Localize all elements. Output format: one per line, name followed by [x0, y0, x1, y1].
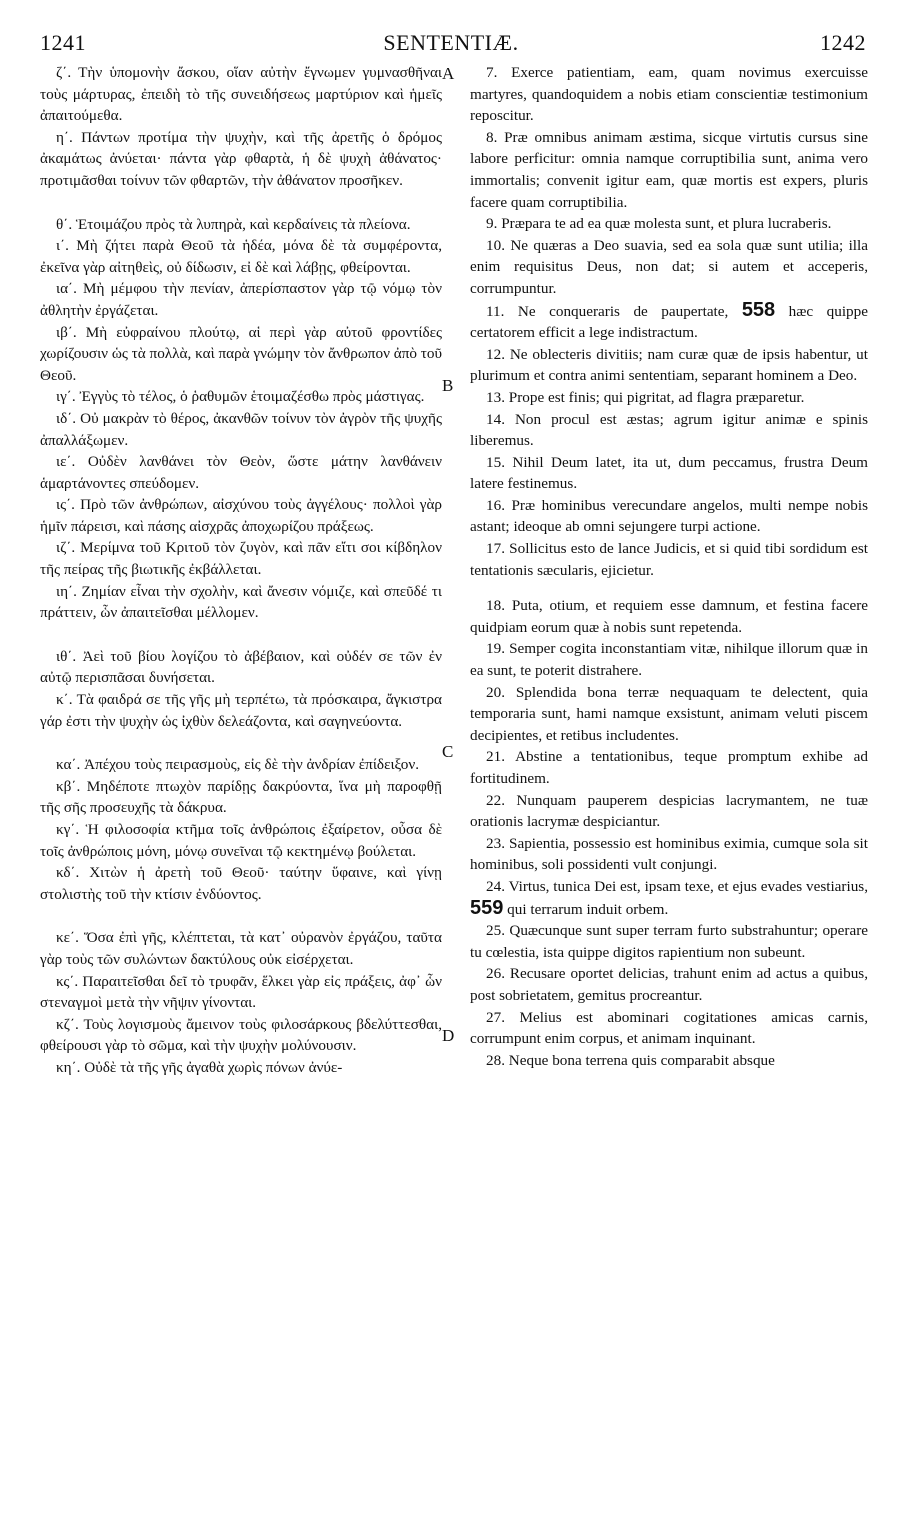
page-number-left: 1241	[40, 30, 86, 55]
greek-sentence-27: κζ΄. Τοὺς λογισμοὺς ἄμεινον τοὺς φιλοσάρκους βδελύττεσθαι, φθείρουσι γὰρ τὸ σῶμα, καὶ τὴν ψυχὴν μολύνουσιν.	[40, 1015, 442, 1055]
latin-sentence-21: 21. Abstine a tentationibus, teque promptum exhibe ad fortitudinem.	[470, 748, 868, 787]
latin-sentence-13: 13. Prope est finis; qui pigritat, ad flagra præparetur.	[486, 388, 805, 406]
latin-sentence-14: 14. Non procul est æstas; agrum igitur animæ e spinis liberemus.	[470, 410, 868, 450]
latin-sentence-24	[470, 876, 868, 920]
greek-sentence-24: κδ΄. Χιτὼν ἡ ἀρετὴ τοῦ Θεοῦ· ταύτην ὕφαινε, καὶ γίνῃ στολιστὴς τοῦ τὴν κτίσιν ἐνδύοντος.	[40, 864, 442, 903]
greek-sentence-17: ιζ΄. Μερίμνα τοῦ Κριτοῦ τὸν ζυγὸν, καὶ πᾶν εἴτι σοι κίβδηλον τῆς πείρας τῆς βιωτικῆς ἐκβάλλεται.	[40, 539, 442, 579]
greek-column	[40, 62, 442, 1079]
column-number-559: 559	[470, 896, 504, 919]
latin-sentence-19: 19. Semper cogita inconstantiam vitæ, nihilque illorum quæ in ea sunt, te poterit distrahere.	[470, 640, 868, 680]
latin-sentence-24-start: 24. Virtus, tunica Dei est, ipsam texe, et ejus evades vestiarius,	[486, 877, 868, 895]
greek-sentence-15: ιε΄. Οὐδὲν λανθάνει τὸν Θεὸν, ὥστε μάτην λανθάνειν ἁμαρτάνοντες σπεύδομεν.	[40, 453, 442, 492]
margin-marker-d: D	[442, 1026, 455, 1045]
greek-sentence-23: κγ΄. Ἡ φιλοσοφία κτῆμα τοῖς ἀνθρώποις ἐξαίρετον, οὖσα δὲ τοῖς ἀνθρώποις μόνη, μόνῳ συνεῖναι τῷ κεκτημένῳ βούλεται.	[40, 821, 442, 860]
latin-sentence-22: 22. Nunquam pauperem despicias lacrymantem, ne tuæ orationis lacrymæ despiciantur.	[470, 791, 868, 831]
margin-marker-b: B	[442, 376, 454, 395]
latin-sentence-11	[470, 300, 868, 344]
latin-sentence-26: 26. Recusare oportet delicias, trahunt enim ad actus a quibus, post sobrietatem, gemitus procreantur.	[470, 965, 868, 1004]
greek-sentence-28: κη΄. Οὐδὲ τὰ τῆς γῆς ἀγαθὰ χωρὶς πόνων ἀνύε-	[56, 1058, 343, 1076]
latin-sentence-10: 10. Ne quæras a Deo suavia, sed ea sola quæ sunt utilia; illa enim requisitus Deus, non dat; si autem et acceperis, corrumpuntur.	[470, 236, 868, 297]
greek-sentence-25: κε΄. Ὅσα ἐπὶ γῆς, κλέπτεται, τὰ κατ᾽ οὐρανὸν ἐργάζου, ταῦτα γὰρ τοὺς τῶν συλώντων δακτύλους οὐκ εἰσέρχεται.	[40, 929, 442, 968]
greek-sentence-12: ιβ΄. Μὴ εὐφραίνου πλούτῳ, αἱ περὶ γὰρ αὐτοῦ φροντίδες χωρίζουσιν ὡς τὰ πολλὰ, καὶ παρὰ γνώμην τὸν ἄνθρωπον ἀπὸ τοῦ Θεοῦ.	[40, 323, 442, 384]
latin-column	[470, 62, 868, 1071]
latin-sentence-23: 23. Sapientia, possessio est hominibus eximia, cumque sola sit hominibus, soli possidenti vult conjungi.	[470, 834, 868, 874]
page-number-right: 1242	[820, 30, 866, 55]
greek-sentence-8: η΄. Πάντων προτίμα τὴν ψυχὴν, καὶ τῆς ἀρετῆς ὁ δρόμος ἀκαμάτως ἀνύεται· πάντα γὰρ φθαρτὰ, ἡ δὲ ψυχὴ ἀθάνατος· προτιμᾶσθαι τοίνυν τῶν φθαρτῶν, τὴν ἀθάνατον προσῆκεν.	[40, 128, 442, 189]
greek-sentence-26: κς΄. Παραιτεῖσθαι δεῖ τὸ τρυφᾶν, ἕλκει γὰρ εἰς πράξεις, ἀφ᾽ ὧν στεναγμοὶ μετὰ τὴν νῆψιν γίνονται.	[40, 972, 442, 1012]
latin-sentence-17: 17. Sollicitus esto de lance Judicis, et si quid tibi sordidum est tentationis sæcularis, ejicietur.	[470, 540, 868, 579]
latin-sentence-27: 27. Melius est abominari cogitationes amicas carnis, corrumpunt enim corpus, et animam inquinant.	[470, 1008, 868, 1048]
latin-sentence-15: 15. Nihil Deum latet, ita ut, dum peccamus, frustra Deum latere festinemus.	[470, 453, 868, 493]
latin-sentence-11-start: 11. Ne conqueraris de paupertate,	[486, 302, 742, 320]
greek-sentence-11: ια΄. Μὴ μέμφου τὴν πενίαν, ἀπερίσπαστον γὰρ τῷ νόμῳ τὸν ἀθλητὴν ἐργάζεται.	[40, 280, 442, 319]
greek-sentence-19: ιθ΄. Ἀεὶ τοῦ βίου λογίζου τὸ ἀβέβαιον, καὶ οὐδέν σε τῶν ἐν αὐτῷ περισπᾶσαι δυνήσεται.	[40, 647, 442, 687]
greek-sentence-21: κα΄. Ἀπέχου τοὺς πειρασμοὺς, εἰς δὲ τὴν ἀνδρίαν ἐπίδειξον.	[56, 756, 420, 774]
margin-marker-a: A	[442, 64, 455, 83]
greek-sentence-9: θ΄. Ἑτοιμάζου πρὸς τὰ λυπηρὰ, καὶ κερδαίνεις τὰ πλείονα.	[56, 215, 411, 233]
latin-sentence-20: 20. Splendida bona terræ nequaquam te delectent, quia temporaria sunt, hami namque exsistunt, animam veluti piscem decipientes, et retibus includentes.	[470, 683, 868, 744]
greek-sentence-7: ζ΄. Τὴν ὑπομονὴν ἄσκου, οἵαν αὐτὴν ἔγνωμεν γυμνασθῆναι τοὺς μάρτυρας, ἐπειδὴ τὸ τῆς συνειδήσεως μαρτύριον καὶ ἡμεῖς ἀπαιτούμεθα.	[40, 64, 442, 125]
latin-sentence-8: 8. Præ omnibus animam æstima, sicque virtutis cursus sine labore perficitur: omnia namque corruptibilia sunt, anima vero immortalis; convenit igitur eam, quæ mortis est expers, pluris facere quam corruptibilia.	[470, 128, 868, 211]
greek-sentence-16: ις΄. Πρὸ τῶν ἀνθρώπων, αἰσχύνου τοὺς ἀγγέλους· πολλοὶ γὰρ ἡμῖν πάρεισι, καὶ πάσης αἰσχρᾶς ἀποχωρίζου πράξεως.	[40, 496, 442, 535]
greek-sentence-14: ιδ΄. Οὐ μακρὰν τὸ θέρος, ἀκανθῶν τοίνυν τὸν ἀγρὸν τῆς ψυχῆς ἀπαλλάξωμεν.	[40, 409, 442, 449]
latin-sentence-25: 25. Quæcunque sunt super terram furto substrahuntur; operare tu cœlestia, ista quippe digitos rapientium non subeunt.	[470, 922, 868, 961]
latin-sentence-12: 12. Ne oblecteris divitiis; nam curæ quæ de ipsis habentur, ut plurimum et contra animi sententiam, separant hominem a Deo.	[470, 345, 868, 385]
column-number-558: 558	[741, 298, 776, 321]
latin-sentence-16: 16. Præ hominibus verecundare angelos, multi nempe nobis astant; ideoque ab omni sejungere turpi actione.	[470, 496, 868, 536]
greek-sentence-18: ιη΄. Ζημίαν εἶναι τὴν σχολὴν, καὶ ἄνεσιν νόμιζε, καὶ σπεῦδέ τι πράττειν, ὧν ἀπαιτεῖσθαι μέλλομεν.	[40, 582, 442, 622]
greek-sentence-22: κβ΄. Μηδέποτε πτωχὸν παρίδῃς δακρύοντα, ἵνα μὴ παροφθῇ τῆς σῆς προσευχῆς τὰ δάκρυα.	[40, 777, 442, 817]
latin-sentence-18: 18. Puta, otium, et requiem esse damnum, et festina facere quidpiam eorum quæ à nobis sunt repetenda.	[470, 597, 868, 636]
latin-sentence-9: 9. Præpara te ad ea quæ molesta sunt, et plura lucraberis.	[486, 215, 832, 233]
margin-marker-c: C	[442, 742, 454, 761]
latin-sentence-7: 7. Exerce patientiam, eam, quam novimus exercuisse martyres, quandoquidem a nobis etiam conscientiæ testimonium reposcitur.	[470, 64, 868, 125]
latin-sentence-24-end: qui terrarum induit orbem.	[503, 900, 669, 918]
page-header	[30, 30, 872, 64]
latin-sentence-11-end: hæc quippe certatorem efficit a lege indistractum.	[470, 302, 868, 342]
running-title: SENTENTIÆ.	[383, 30, 519, 55]
greek-sentence-10: ι΄. Μὴ ζήτει παρὰ Θεοῦ τὰ ἡδέα, μόνα δὲ τὰ συμφέροντα, ἐκεῖνα γὰρ αἰτηθεὶς, οὐ δίδωσιν, εἰ δὲ καὶ λάβῃς, φθείρονται.	[40, 237, 442, 276]
greek-sentence-13: ιγ΄. Ἐγγὺς τὸ τέλος, ὁ ῥαθυμῶν ἑτοιμαζέσθω πρὸς μάστιγας.	[56, 388, 425, 406]
greek-sentence-20: κ΄. Τὰ φαιδρά σε τῆς γῆς μὴ τερπέτω, τὰ πρόσκαιρα, ἄγκιστρα γάρ ἐστι τὴν ψυχὴν ὡς ἰχθὺν δελεάζοντα, καὶ σαγηνεύοντα.	[40, 691, 442, 730]
latin-sentence-28: 28. Neque bona terrena quis comparabit absque	[486, 1051, 775, 1069]
